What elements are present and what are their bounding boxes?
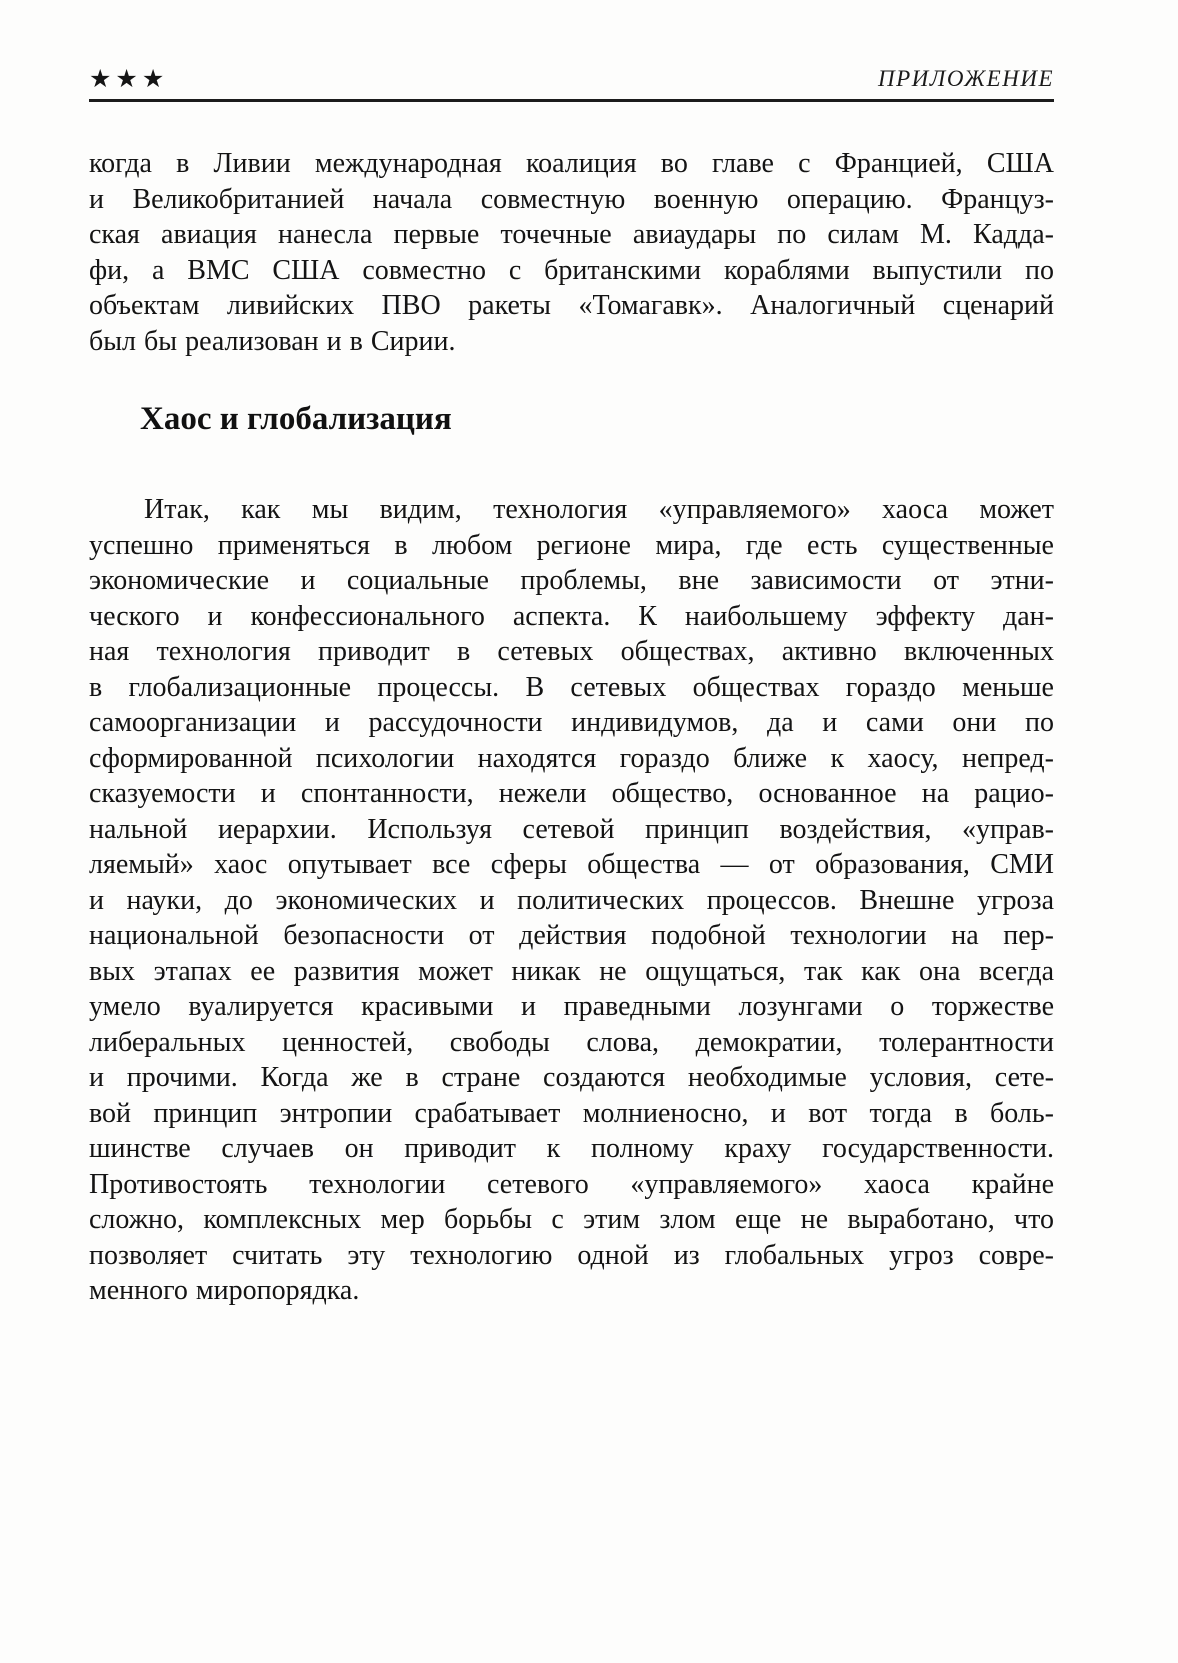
- text-line: в глобализационные процессы. В сетевых обществах гораздо меньше: [89, 671, 1054, 703]
- text-line: умело вуалируется красивыми и праведными лозунгами о торжестве: [89, 991, 1054, 1022]
- paragraph-continuation: [89, 146, 1054, 359]
- running-title: ПРИЛОЖЕНИЕ: [878, 66, 1054, 91]
- text-line: фи, а ВМС США совместно с британскими кораблями выпустили по: [89, 254, 1054, 286]
- text-line: успешно применяться в любом регионе мира, где есть существенные: [89, 529, 1054, 561]
- paragraph-main: [89, 492, 1054, 1309]
- text-line: шинстве случаев он приводит к полному краху государственности.: [89, 1133, 1054, 1164]
- stars-ornament-icon: ★★★: [89, 66, 169, 93]
- text-line: позволяет считать эту технологию одной из глобальных угроз совре-: [89, 1239, 1054, 1271]
- text-line: сложно, комплексных мер борьбы с этим злом еще не выработано, что: [89, 1204, 1054, 1235]
- text-line: ческого и конфессионального аспекта. К наибольшему эффекту дан-: [89, 600, 1054, 632]
- text-line: сказуемости и спонтанности, нежели общество, основанное на рацио-: [89, 778, 1054, 809]
- text-line: Итак, как мы видим, технология «управляемого» хаоса может: [144, 494, 1054, 525]
- text-line: был бы реализован и в Сирии.: [89, 325, 456, 357]
- text-line: вых этапах ее развития может никак не ощущаться, так как она всегда: [89, 955, 1054, 987]
- text-line: менного миропорядка.: [89, 1275, 360, 1306]
- text-line: ская авиация нанесла первые точечные авиаудары по силам М. Кадда-: [89, 219, 1054, 250]
- text-line: когда в Ливии международная коалиция во главе с Францией, США: [89, 148, 1054, 179]
- text-line: Противостоять технологии сетевого «управляемого» хаоса крайне: [89, 1168, 1054, 1200]
- text-line: вой принцип энтропии срабатывает молниеносно, и вот тогда в боль-: [89, 1097, 1054, 1129]
- header-rule: [89, 99, 1054, 102]
- text-line: либеральных ценностей, свободы слова, демократии, толерантности: [89, 1026, 1054, 1058]
- page-body: [89, 146, 1054, 1309]
- text-line: ная технология приводит в сетевых обществах, активно включенных: [89, 636, 1054, 667]
- text-line: экономические и социальные проблемы, вне зависимости от этни-: [89, 565, 1054, 596]
- text-line: сформированной психологии находятся гораздо ближе к хаосу, непред-: [89, 742, 1054, 774]
- section-heading: Хаос и глобализация: [140, 401, 452, 437]
- text-line: и Великобританией начала совместную военную операцию. Француз-: [89, 183, 1054, 215]
- page-header: [89, 60, 1054, 102]
- text-line: и науки, до экономических и политических процессов. Внешне угроза: [89, 884, 1054, 916]
- text-line: самоорганизации и рассудочности индивидумов, да и сами они по: [89, 707, 1054, 738]
- text-line: объектам ливийских ПВО ракеты «Томагавк». Аналогичный сценарий: [89, 290, 1054, 321]
- text-line: и прочими. Когда же в стране создаются необходимые условия, сете-: [89, 1062, 1054, 1093]
- text-line: национальной безопасности от действия подобной технологии на пер-: [89, 920, 1054, 951]
- text-line: нальной иерархии. Используя сетевой принцип воздействия, «управ-: [89, 813, 1054, 845]
- header-row: [89, 60, 1054, 93]
- text-line: ляемый» хаос опутывает все сферы общества — от образования, СМИ: [89, 849, 1054, 880]
